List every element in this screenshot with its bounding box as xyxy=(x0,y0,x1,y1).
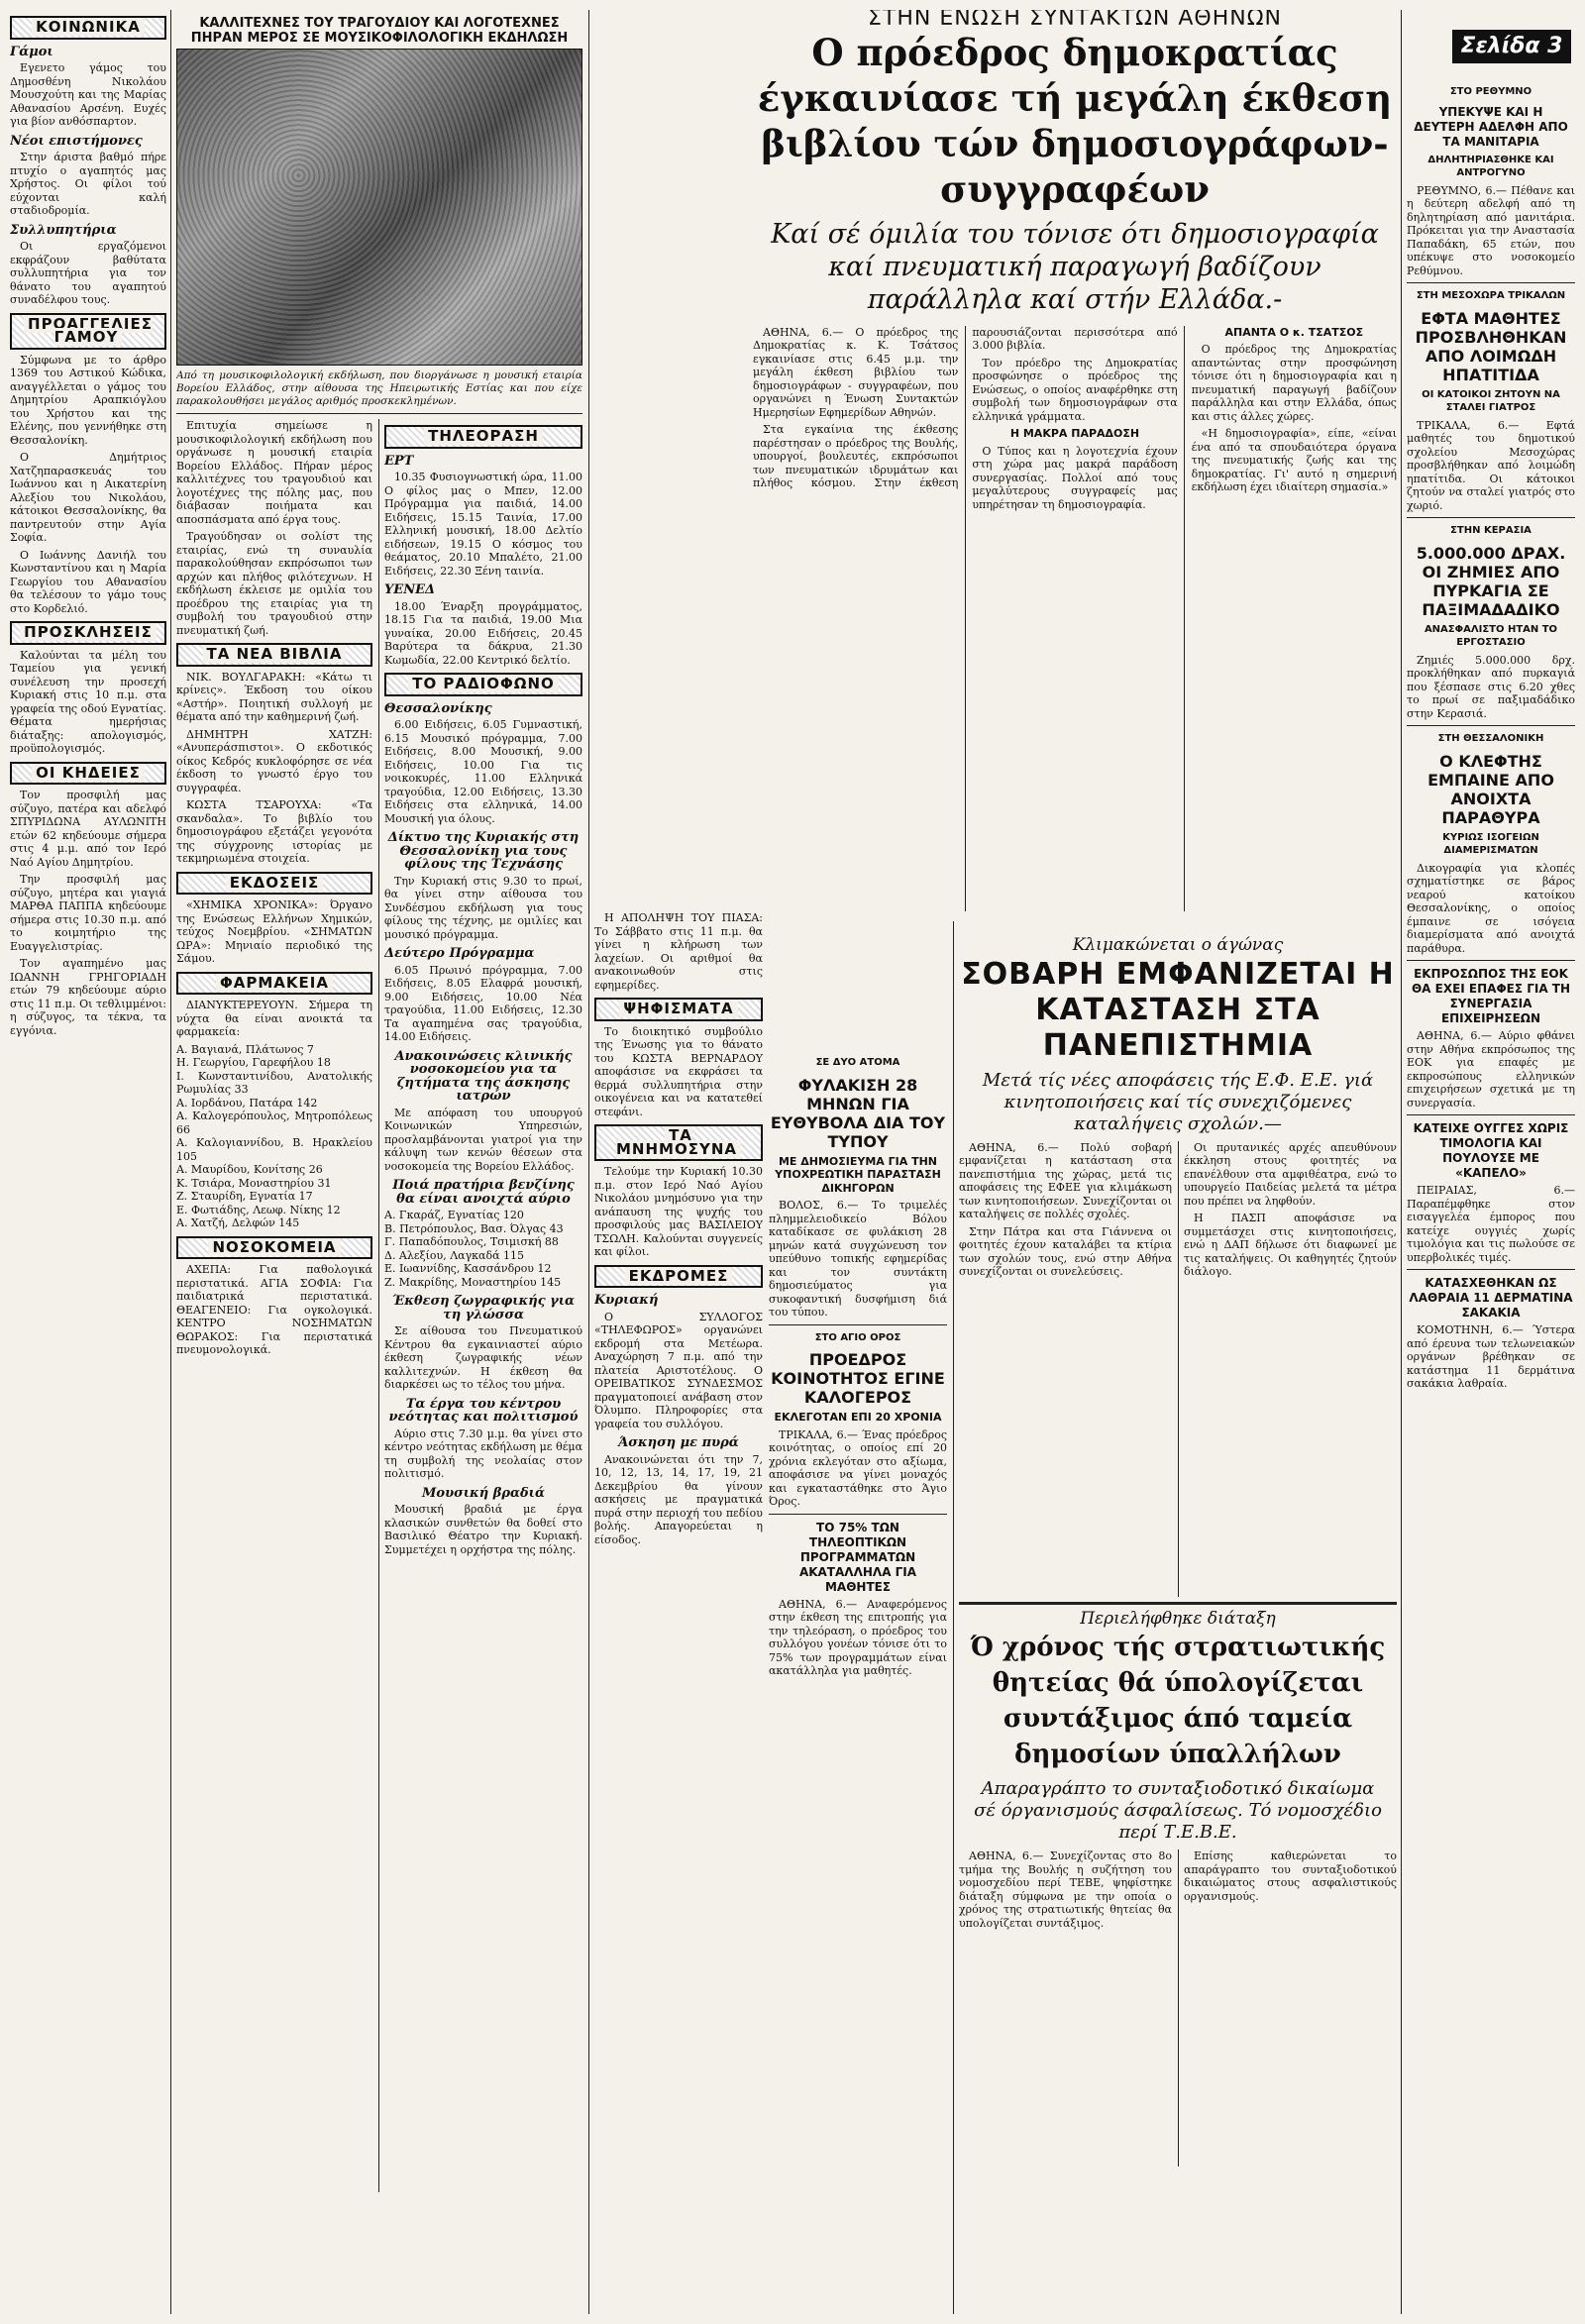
main-text-2: Στα εγκαίνια της έκθεσης παρέστησαν ο πρόεδρος της Βουλής, υπουργοί, βουλευτές, εκπρόσωποι των πνευματικών ιδρυμάτων και πλήθος κόσμου. Στην έκθεση παρουσιάζονται περισσότερα από 3.000 βιβλία. xyxy=(753,325,1178,489)
column-divider xyxy=(588,10,589,2314)
text-trikala: ΤΡΙΚΑΛΑ, 6.— Εφτά μαθητές του δημοτικού σχολείου Μεσοχώρας προσβλήθηκαν από λοιμώδη ηπατίτιδα. Οι κάτοικοι ζητούν να σταλεί γιατρός στο χωριό. xyxy=(1407,418,1575,512)
subhead-yened: ΥΕΝΕΔ xyxy=(384,582,436,597)
pharmacy-entry: Ε. Φωτιάδης, Λεωφ. Νίκης 12 xyxy=(176,1203,341,1216)
text-gamoi: Εγενετο γάμος του Δημοσθένη Νικολάου Μουσχούτη και της Μαρίας Αθανασίου Αρσένη. Ευχές για βίον ανθόσπαρτον. xyxy=(10,61,166,128)
subhead-deutero: Δεύτερο Πρόγραμμα xyxy=(384,946,535,961)
column-divider xyxy=(1401,10,1402,2314)
section-ekdromes-label: ΕΚΔΡΟΜΕΣ xyxy=(625,1267,733,1285)
main-story xyxy=(753,10,1397,911)
kicker-rethymno: ΣΤΟ ΡΕΘΥΜΝΟ xyxy=(1449,86,1532,97)
text-arts-2: Τραγούδησαν οι σολίστ της εταιρίας, ενώ τη συναυλία παρακολούθησαν εκπρόσωποι των αρχών και πλήθος φιλότεχνων. Η εκδήλωση έκλεισε με ομιλία του προέδρου της εταιρίας για τη συμβολή του τραγουδιού στην πνευματική ζωή. xyxy=(176,530,372,637)
divider xyxy=(1407,1269,1575,1270)
text-aktinologoi: Με απόφαση του υπουργού Κοινωνικών Υπηρεσιών, προσλαμβάνονται γιατροί για την κάλυψη των κενών θέσεων στα νοσοκομεία της Βορείου Ελλάδος. xyxy=(384,1106,582,1173)
kicker-kerasia: ΣΤΗΝ ΚΕΡΑΣΙΑ xyxy=(1450,525,1532,536)
text-ekdromes: Ο ΣΥΛΛΟΓΟΣ «ΤΗΛΕΦΩΡΟΣ» οργανώνει εκδρομή στα Μετέωρα. Αναχώρηση 7 π.μ. από την πλατεία Αριστοτέλους. Ο ΟΡΕΙΒΑΤΙΚΟΣ ΣΥΝΔΕΣΜΟΣ πραγματοποιεί ανάβαση στον Όλυμπο. Πληροφορίες στα γραφεία του συλλόγου. xyxy=(594,1310,763,1430)
subhead-fylakisi: ΜΕ ΔΗΜΟΣΙΕΥΜΑ ΓΙΑ ΤΗΝ ΥΠΟΧΡΕΩΤΙΚΗ ΠΑΡΑΣΤΑΣΗ ΔΙΚΗΓΟΡΩΝ xyxy=(775,1154,941,1195)
divider xyxy=(176,413,582,414)
section-proaggelies-label: ΠΡΟΑΓΓΕΛΙΕΣ ΓΑΜΟΥ xyxy=(24,315,153,347)
section-psifismata-label: ΨΗΦΙΣΜΑΤΑ xyxy=(619,1000,737,1017)
headline-rethymno: ΥΠΕΚΥΨΕ ΚΑΙ Η ΔΕΥΤΕΡΗ ΑΔΕΛΦΗ ΑΠΟ ΤΑ ΜΑΝΙΤΑΡΙΑ xyxy=(1414,104,1568,149)
photo-caption: Από τη μουσικοφιλολογική εκδήλωση, που διοργάνωσε η μουσική εταιρία Βορείου Ελλάδος, στην αίθουσα της Ηπειρωτικής Εστίας και που είχε παρακολουθήσει μεγάλος αριθμός προσκεκλημένων. xyxy=(176,370,582,407)
subhead-kiriakh: Κυριακή xyxy=(594,1293,659,1308)
text-dikti: Την Κυριακή στις 9.30 το πρωί, θα γίνει στην αίθουσα του Συνδέσμου εκδήλωση για τους φίλους της τέχνης, με ομιλίες και μουσικό πρόγραμμα. xyxy=(384,874,582,941)
text-kideies-3: Τον αγαπημένο μας ΙΩΑΝΝΗ ΓΡΗΓΟΡΙΑΔΗ ετών 79 κηδεύουμε αύριο στις 11 π.μ. Οι τεθλιμμένοι: η σύζυγος, τα τέκνα, τα εγγόνια. xyxy=(10,957,166,1037)
text-agio-oros: ΤΡΙΚΑΛΑ, 6.— Ένας πρόεδρος κοινότητας, ο οποίος επί 20 χρόνια εκλεγόταν στο αξίωμα, αποφάσισε να γίνει μοναχός και εγκαταστάθηκε στο Άγιο Όρος. xyxy=(769,1427,947,1508)
text-rethymno: ΡΕΘΥΜΝΟ, 6.— Πέθανε και η δεύτερη αδελφή από τη δηλητηρίαση από μανιτάρια. Πρόκειται για την Αναστασία Παπαδάκη, 65 ετών, που υπέκυψε στο νοσοκομείο Ρεθύμνου. xyxy=(1407,183,1575,277)
text-proskliseis: Καλούνται τα μέλη του Ταμείου για γενική συνέλευση την προσεχή Κυριακή στις 10 π.μ. στα γραφεία της οδού Εγνατίας. Θέματα ημερήσιας διάταξης: απολογισμός, προϋπολογισμός. xyxy=(10,648,166,755)
text-peiraias: ΠΕΙΡΑΙΑΣ, 6.— Παραπέμφθηκε στον εισαγγελέα έμπορος που κατείχε ουγγιές χωρίς τιμολόγια και τις πωλούσε σε υπερβολικές τιμές. xyxy=(1407,1184,1575,1264)
text-piasa: Η ΑΠΟΛΗΨΗ ΤΟΥ ΠΙΑΣΑ: Το Σάββατο στις 11 π.μ. θα γίνει η κλήρωση των λαχείων. Οι αριθμοί θα ανακοινωθούν στις εφημερίδες. xyxy=(594,911,763,992)
pharmacy-entry: Α. Ιορδάνου, Πατάρα 142 xyxy=(176,1096,318,1109)
pharmacy-entry: Α. Μαυρίδου, Κονίτσης 26 xyxy=(176,1163,323,1176)
text-askisi: Ανακοινώνεται ότι την 7, 10, 12, 13, 14, 17, 19, 21 Δεκεμβρίου θα γίνουν ασκήσεις με πραγματικά πυρά στην περιοχή του πεδίου βολής. Απαγορεύεται η είσοδος. xyxy=(594,1452,763,1546)
text-nosokomeia: ΑΧΕΠΑ: Για παθολογικά περιστατικά. ΑΓΙΑ ΣΟΦΙΑ: Για παιδιατρικά περιστατικά. ΘΕΑΓΕΝΕΙΟ: Για ογκολογικά. ΚΕΝΤΡΟ ΝΟΣΗΜΑΤΩΝ ΘΩΡΑΚΟΣ: Για περιστατικά πνευμονολογικά. xyxy=(176,1263,372,1356)
subhead-trikala: ΟΙ ΚΑΤΟΙΚΟΙ ΖΗΤΟΥΝ ΝΑ ΣΤΑΛΕΙ ΓΙΑΤΡΟΣ xyxy=(1422,388,1560,413)
text-farmakeia-intro: ΔΙΑΝΥΚΤΕΡΕΥΟΥΝ. Σήμερα τη νύχτα θα είναι ανοικτά τα φαρμακεία: xyxy=(176,999,372,1038)
page-number-badge: Σελίδα 3 xyxy=(1452,30,1571,63)
section-mnimosyna xyxy=(594,1124,763,1161)
pharmacy-entry: Α. Βαγιανά, Πλάτωνος 7 xyxy=(176,1042,314,1056)
station-entry: Β. Πετρόπουλος, Βασ. Όλγας 43 xyxy=(384,1221,564,1235)
arts-subcolumn-left xyxy=(176,419,372,2192)
divider xyxy=(769,1514,947,1515)
military-text-2: Επίσης καθιερώνεται το απαράγραπτο του συνταξιοδοτικού δικαιώματος στους ασφαλιστικούς οργανισμούς. xyxy=(1184,1849,1397,1903)
subhead-pratiria: Ποιά πρατήρια βενζίνης θα είναι ανοιχτά αύριο xyxy=(392,1178,575,1207)
text-radio-1: 6.00 Ειδήσεις, 6.05 Γυμναστική, 6.15 Μουσικό πρόγραμμα, 7.00 Ειδήσεις, 8.00 Μουσική, 9.00 Ειδήσεις, 10.00 Για τις νοικοκυρές, 11.00 Ελληνικά τραγούδια, 12.00 Ειδήσεις, 13.30 Ειδήσεις στα ελληνικά, 14.00 Μουσική για όλους. xyxy=(384,718,582,825)
pharmacy-entry: Η. Γεωργίου, Γαρεφήλου 18 xyxy=(176,1056,331,1069)
section-koinonika-label: ΚΟΙΝΩΝΙΚΑ xyxy=(32,18,145,36)
univ-kicker: Κλιμακώνεται ο άγώνας xyxy=(1072,935,1284,955)
station-entry: Γ. Παπαδόπουλος, Τσιμισκή 88 xyxy=(384,1235,559,1248)
subhead-askisi: Άσκηση με πυρά xyxy=(618,1435,739,1450)
headline-tilepikinonia: ΤΟ 75% ΤΩΝ ΤΗΛΕΟΠΤΙΚΩΝ ΠΡΟΓΡΑΜΜΑΤΩΝ ΑΚΑΤΑΛΛΗΛΑ ΓΙΑ ΜΑΘΗΤΕΣ xyxy=(798,1520,917,1594)
univ-headline: ΣΟΒΑΡΗ ΕΜΦΑΝΙΖΕΤΑΙ Η ΚΑΤΑΣΤΑΣΗ ΣΤΑ ΠΑΝΕΠΙΣΤΗΜΙΑ xyxy=(961,956,1395,1063)
section-mnimosyna-label: ΤΑ ΜΝΗΜΟΣΥΝΑ xyxy=(616,1126,741,1158)
subhead-kentro: Τα έργα του κέντρου νεότητας και πολιτισμού xyxy=(388,1396,579,1425)
section-proskliseis xyxy=(10,621,166,645)
column-divider xyxy=(170,10,171,2314)
text-kideies-1: Τον προσφιλή μας σύζυγο, πατέρα και αδελφό ΣΠΥΡΙΔΩΝΑ ΑΥΛΩΝΙΤΗ ετών 62 κηδεύουμε σήμερα στις 4 μ.μ. από τον Ιερό Ναό Αγίου Δημητρίου. xyxy=(10,789,166,869)
text-proaggelies-3: Ο Ιωάννης Δανιήλ του Κωνσταντίνου και η Μαρία Γεωργίου του Αθανασίου θα τελέσουν το γάμο τους στο Κορδελιό. xyxy=(10,548,166,615)
arts-subcolumn-right xyxy=(384,419,582,2192)
divider xyxy=(769,1324,947,1325)
section-nosokomeia-label: ΝΟΣΟΚΟΜΕΙΑ xyxy=(208,1238,340,1256)
section-farmakeia-label: ΦΑΡΜΑΚΕΙΑ xyxy=(216,974,333,992)
military-headline: Ό χρόνος τής στρατιωτικής θητείας θά ύπολογίζεται συντάξιμος άπό ταμεία δημοσίων ύπαλλήλων xyxy=(970,1633,1386,1769)
text-ekthesi: Σε αίθουσα του Πνευματικού Κέντρου θα εγκαινιαστεί αύριο έκθεση ζωγραφικής νέων καλλιτεχνών. Η έκθεση θα διαρκέσει ως το τέλος του μήνα. xyxy=(384,1324,582,1391)
pharmacy-entry: Ι. Κωνσταντινίδου, Ανατολικής Ρωμυλίας 33 xyxy=(176,1069,372,1096)
text-kerasia: Ζημιές 5.000.000 δρχ. προκλήθηκαν από πυρκαγιά που ξέσπασε στις 6.20 χθες το πρωί σε παξιμαδάδικο στην Κερασιά. xyxy=(1407,653,1575,720)
main-text-4: Ο Τύπος και η λογοτεχνία έχουν στη χώρα μας μακρά παράδοση συνεργασίας. Πολλοί από τους μεγαλύτερους συγγραφείς μας υπηρέτησαν τη δημοσιογραφία. xyxy=(972,444,1178,511)
headline-agio-oros: ΠΡΟΕΔΡΟΣ ΚΟΙΝΟΤΗΤΟΣ ΕΓΙΝΕ ΚΑΛΟΓΕΡΟΣ xyxy=(771,1350,945,1407)
pharmacy-entry: Α. Καλογιαννίδου, Β. Ηρακλείου 105 xyxy=(176,1136,372,1163)
universities-story xyxy=(959,931,1397,2314)
text-eok: ΑΘΗΝΑ, 6.— Αύριο φθάνει στην Αθήνα εκπρόσωπος της ΕΟΚ για επαφές με εκπροσώπους ελληνικών επιχειρήσεων σχετικά με τη συνεργασία. xyxy=(1407,1029,1575,1109)
pharmacy-entry: Α. Καλογερόπουλος, Μητροπόλεως 66 xyxy=(176,1109,372,1136)
text-lathraia: ΚΟΜΟΤΗΝΗ, 6.— Ύστερα από έρευνα των τελωνειακών οργάνων βρέθηκαν σε κατάστημα 11 δερμάτινα σακάκια λαθραία. xyxy=(1407,1323,1575,1390)
text-kideies-2: Την προσφιλή μας σύζυγο, μητέρα και γιαγιά ΜΑΡΘΑ ΠΑΠΠΑ κηδεύουμε σήμερα στις 10.30 π.μ. από το κοιμητήριο της Ευαγγελιστρίας. xyxy=(10,873,166,953)
main-story-body xyxy=(753,326,1397,912)
headline-fylakisi: ΦΥΛΑΚΙΣΗ 28 ΜΗΝΩΝ ΓΙΑ ΕΥΘΥΒΟΛΑ ΔΙΑ ΤΟΥ ΤΥΠΟΥ xyxy=(770,1075,946,1151)
text-proaggelies-1: Σύμφωνα με το άρθρο 1369 του Αστικού Κώδικα, αναγγέλλεται ο γάμος του Δημητρίου Αραπκιόγλου του Χρήστου και της Ελένης, που γεννήθηκε στη Θεσσαλονίκη. xyxy=(10,353,166,447)
subhead-dikti: Δίκτυο της Κυριακής στη Θεσσαλονίκη για τους φίλους της Τεχνάσης xyxy=(387,830,580,872)
text-psifismata: Το διοικητικό συμβούλιο της Ένωσης για το θάνατο του ΚΩΣΤΑ ΒΕΡΝΑΡΔΟΥ αποφάσισε να εκφράσει τα θερμά συλλυπητήρια στην οικογένεια και να κατατεθεί στεφάνι. xyxy=(594,1024,763,1118)
subhead-mousiki: Μουσική βραδιά xyxy=(422,1485,545,1501)
section-tileorasi xyxy=(384,425,582,449)
column-divider xyxy=(378,419,379,2192)
column-misc xyxy=(594,911,763,2314)
section-nosokomeia xyxy=(176,1236,372,1260)
headline-thess: Ο ΚΛΕΦΤΗΣ ΕΜΠΑΙΝΕ ΑΠΟ ΑΝΟΙΧΤΑ ΠΑΡΑΘΥΡΑ xyxy=(1427,751,1554,827)
univ-text-4: Η ΠΑΣΠ αποφάσισε να συμμετάσχει στις κινητοποιήσεις, ενώ η ΔΑΠ δήλωσε ότι διαφωνεί με τις καταλήψεις. Οι καθηγητές ζητούν διάλογο. xyxy=(1184,1212,1397,1278)
headline-eok: ΕΚΠΡΟΣΩΠΟΣ ΤΗΣ ΕΟΚ ΘΑ ΕΧΕΙ ΕΠΑΦΕΣ ΓΙΑ ΤΗ ΣΥΝΕΡΓΑΣΙΑ ΕΠΙΧΕΙΡΗΣΕΩΝ xyxy=(1411,967,1571,1025)
divider xyxy=(1407,517,1575,518)
pharmacy-entry: Α. Χατζή, Δελφών 145 xyxy=(176,1216,300,1229)
text-mousiki: Μουσική βραδιά με έργα κλασικών συνθετών θα δοθεί στο Βασιλικό Θέατρο την Κυριακή. Συμμετέχει η ορχήστρα της πόλης. xyxy=(384,1503,582,1556)
main-text-5: Ο πρόεδρος της Δημοκρατίας απαντώντας στην προσφώνηση τόνισε ότι η δημοσιογραφία και η πνευματική παραγωγή βαδίζουν παράλληλα και στην Ελλάδα, όπως και στις άλλες χώρες. xyxy=(1191,343,1397,423)
text-sullupitiria: Οι εργαζόμενοι εκφράζουν βαθύτατα συλλυπητήρια για τον θάνατο του αγαπητού συναδέλφου τους. xyxy=(10,240,166,306)
text-tilepikinonia: ΑΘΗΝΑ, 6.— Αναφερόμενος στην έκθεση της επιτροπής για την τηλεόραση, ο πρόεδρος του συλλόγου γονέων τόνισε ότι το 75% των προγραμμάτων είναι ακατάλληλα για μαθητές. xyxy=(769,1597,947,1677)
kicker-thess: ΣΤΗ ΘΕΣΣΑΛΟΝΙΚΗ xyxy=(1437,733,1544,744)
subhead-ekthesi: Έκθεση ζωγραφικής για τη γλώσσα xyxy=(391,1294,576,1322)
section-ekdoseis-label: ΕΚΔΟΣΕΙΣ xyxy=(226,874,324,892)
section-radiofono xyxy=(384,673,582,696)
headline-peiraias: ΚΑΤΕΙΧΕ ΟΥΓΓΕΣ ΧΩΡΙΣ ΤΙΜΟΛΟΓΙΑ ΚΑΙ ΠΟΥΛΟΥΣΕ ΜΕ «ΚΑΠΕΛΟ» xyxy=(1413,1121,1569,1180)
pharmacy-entry: Ζ. Σταυρίδη, Εγνατία 17 xyxy=(176,1190,313,1203)
subhead-sullupitiria: Συλλυπητήρια xyxy=(10,222,117,238)
subhead-ert: ΕΡΤ xyxy=(384,453,414,469)
section-proskliseis-label: ΠΡΟΣΚΛΗΣΕΙΣ xyxy=(20,623,157,641)
text-deutero: 6.05 Πρωινό πρόγραμμα, 7.00 Ειδήσεις, 8.05 Ελαφρά μουσική, 9.00 Ειδήσεις, 10.00 Νέα τραγούδια, 11.00 Ειδήσεις, 12.30 Τα αγαπημένα σας τραγούδια, 14.00 Ειδήσεις. xyxy=(384,963,582,1043)
section-ekdoseis xyxy=(176,872,372,896)
section-kideies-label: ΟΙ ΚΗΔΕΙΕΣ xyxy=(32,764,145,782)
main-subhead-tsatsos: ΑΠΑΝΤΑ Ο κ. ΤΣΑΤΣΟΣ xyxy=(1224,325,1364,339)
text-mnimosyna: Τελούμε την Κυριακή 10.30 π.μ. στον Ιερό Ναό Αγίου Νικολάου μνημόσυνο για την ανάπαυση της ψυχής του προσφιλούς μας ΒΑΣΙΛΕΙΟΥ ΤΣΩΛΗ. Καλούνται συγγενείς και φίλοι. xyxy=(594,1165,763,1258)
event-photo xyxy=(176,49,582,366)
main-kicker: ΣΤΗΝ ΕΝΩΣΗ ΣΥΝΤΑΚΤΩΝ ΑΘΗΝΩΝ xyxy=(868,10,1282,31)
section-farmakeia xyxy=(176,972,372,996)
subhead-kerasia: ΑΝΑΣΦΑΛΙΣΤΟ ΗΤΑΝ ΤΟ ΕΡΓΟΣΤΑΣΙΟ xyxy=(1424,623,1558,648)
section-psifismata xyxy=(594,998,763,1021)
divider xyxy=(959,1602,1397,1605)
text-thess: Δικογραφία για κλοπές σχηματίστηκε σε βάρος νεαρού κατοίκου Θεσσαλονίκης, ο οποίος έμπαινε σε ισόγεια διαμερίσματα από ανοιχτά παράθυρα. xyxy=(1407,861,1575,955)
headline-lathraia: ΚΑΤΑΣΧΕΘΗΚΑΝ ΩΣ ΛΑΘΡΑΙΑ 11 ΔΕΡΜΑΤΙΝΑ ΣΑΚΑΚΙΑ xyxy=(1409,1276,1573,1320)
univ-body xyxy=(959,1141,1397,1597)
text-ert: 10.35 Φυσιογνωστική ώρα, 11.00 Ο φίλος μας ο Μπεν, 12.00 Πρόγραμμα για παιδιά, 14.00 Ειδήσεις, 15.15 Ταινία, 17.00 Ελληνική μουσική, 18.00 Δελτίο ειδήσεων, 19.15 Ο κόσμος του θεάματος, 20.10 Μπαλέτο, 21.00 Ειδήσεις, 22.30 Ξένη ταινία. xyxy=(384,471,582,578)
subhead-thessaloniki: Θεσσαλονίκης xyxy=(384,700,492,716)
subhead-thess: ΚΥΡΙΩΣ ΙΣΟΓΕΙΩΝ ΔΙΑΜΕΡΙΣΜΑΤΩΝ xyxy=(1442,831,1539,856)
text-proaggelies-2: Ο Δημήτριος Χατζηπαρασκευάς του Ιωάννου και η Αικατερίνη Αλεξίου του Νικολάου, κάτοικοι Θεσσαλονίκης, θα παντρευτούν στην Αγία Σοφία. xyxy=(10,451,166,544)
section-nea-vivlia-label: ΤΑ ΝΕΑ ΒΙΒΛΙΑ xyxy=(203,645,347,663)
univ-text-2: Στην Πάτρα και στα Γιάννενα οι φοιτητές έχουν καταλάβει τα κτίρια των σχολών τους, ενώ στην Αθήνα συνεχίζονται οι συνελεύσεις. xyxy=(959,1224,1172,1278)
univ-text-1: ΑΘΗΝΑ, 6.— Πολύ σοβαρή εμφανίζεται η κατάσταση στα πανεπιστήμια της χώρας, μετά τις αποφάσεις της ΕΦΕΕ για κλιμάκωση των κινητοποιήσεων. Συνεχίζονται οι καταλήψεις σε πολλές σχολές. xyxy=(959,1140,1172,1220)
column-arts xyxy=(176,10,582,2314)
main-headline: Ο πρόεδρος δημοκρατίας έγκαινίασε τή μεγάλη έκθεση βιβλίου τών δημοσιογράφων-συγγραφέων xyxy=(757,30,1393,211)
univ-text-3: Οι πρυτανικές αρχές απευθύνουν έκκληση στους φοιτητές να επανέλθουν στα αμφιθέατρα, ενώ το υπουργείο Παιδείας μελετά τα μέτρα που πρέπει να ληφθούν. xyxy=(1184,1140,1397,1208)
divider xyxy=(1407,725,1575,726)
subhead-agio-oros: ΕΚΛΕΓΟΤΑΝ ΕΠΙ 20 ΧΡΟΝΙΑ xyxy=(774,1411,942,1424)
section-proaggelies xyxy=(10,313,166,350)
station-entry: Α. Γκαράζ, Εγνατίας 120 xyxy=(384,1209,524,1221)
section-kideies xyxy=(10,762,166,786)
section-radiofono-label: ΤΟ ΡΑΔΙΟΦΩΝΟ xyxy=(408,675,559,692)
divider xyxy=(1407,960,1575,961)
main-text-1: ΑΘΗΝΑ, 6.— Ο πρόεδρος της Δημοκρατίας κ. Κ. Τσάτσος εγκαινίασε στις 6.45 μ.μ. την μεγάλη έκθεση βιβλίου των δημοσιογράφων - συγγραφέων, που οργανώνει η Ένωση Συντακτών Ημερησίων Εφημερίδων Αθηνών. xyxy=(753,325,959,419)
section-nea-vivlia xyxy=(176,643,372,667)
text-kentro: Αύριο στις 7.30 μ.μ. θα γίνει στο κέντρο νεότητας εκδήλωση με θέμα τη συμβολή της νεολαίας στον πολιτισμό. xyxy=(384,1426,582,1480)
subhead-rethymno: ΔΗΛΗΤΗΡΙΑΣΘΗΚΕ ΚΑΙ ΑΝΤΡΟΓΥΝΟ xyxy=(1427,154,1554,178)
subhead-aktinologoi: Ανακοινώσεις κλινικής νοσοκομείου για τα ζητήματα της άσκησης ιατρών xyxy=(394,1048,573,1104)
column-briefs xyxy=(769,1050,947,2314)
pharmacy-entry: Κ. Τσιάρα, Μοναστηρίου 31 xyxy=(176,1176,332,1190)
subhead-gamoi: Γάμοι xyxy=(10,44,53,59)
section-tileorasi-label: ΤΗΛΕΟΡΑΣΗ xyxy=(424,427,543,445)
main-subhead: Καί σέ όμιλία του τόνισε ότι δημοσιογραφία καί πνευματική παραγωγή βαδίζουν παράλληλα καί στήν Ελλάδα.- xyxy=(771,218,1379,315)
divider xyxy=(1407,282,1575,283)
kicker-trikala: ΣΤΗ ΜΕΣΟΧΩΡΑ ΤΡΙΚΑΛΩΝ xyxy=(1416,290,1566,301)
subhead-episthmones: Νέοι επιστήμονες xyxy=(10,133,143,149)
military-text-1: ΑΘΗΝΑ, 6.— Συνεχίζοντας στο 8ο τμήμα της Βουλής η συζήτηση του νομοσχεδίου περί ΤΕΒΕ, ψηφίστηκε διάταξη σύμφωνα με την οποία ο χρόνος της στρατιωτικής θητείας θα υπολογίζεται συντάξιμος. xyxy=(959,1849,1172,1930)
divider xyxy=(1407,1114,1575,1115)
text-fylakisi: ΒΟΛΟΣ, 6.— Το τριμελές πλημμελειοδικείο Βόλου καταδίκασε σε φυλάκιση 28 μηνών κατά συγχώνευση τον υπεύθυνο τοπικής εφημερίδας και τον συντάκτη δημοσιεύματος για συκοφαντική δυσφήμιση διά του τύπου. xyxy=(769,1199,947,1319)
text-episthmones: Στην άριστα βαθμό πήρε πτυχίο ο αγαπητός μας Χρήστος. Οι φίλοι τού εύχονται καλή σταδιοδρομία. xyxy=(10,151,166,217)
univ-deck: Μετά τίς νέες αποφάσεις τής Ε.Φ. Ε.Ε. γιά κινητοποιήσεις καί τίς συνεχιζόμενες καταλήψεις σχολών.— xyxy=(982,1069,1374,1134)
military-kicker: Περιελήφθηκε διάταξη xyxy=(1080,1608,1276,1629)
headline-kerasia: 5.000.000 ΔΡΑΧ. ΟΙ ΖΗΜΙΕΣ ΑΠΟ ΠΥΡΚΑΓΙΑ ΣΕ ΠΑΞΙΜΑΔΑΔΙΚΟ xyxy=(1416,543,1566,619)
text-vivlia-2: ΔΗΜΗΤΡΗ ΧΑΤΖΗ: «Ανυπεράσπιστοι». Ο εκδοτικός οίκος Κεδρός κυκλοφόρησε σε νέα έκδοση το γνωστό έργο του συγγραφέα. xyxy=(176,727,372,794)
main-text-3: Τον πρόεδρο της Δημοκρατίας προσφώνησε ο πρόεδρος της Ενώσεως, ο οποίος αναφέρθηκε στη συμβολή των δημοσιογράφων στα ελληνικά γράμματα. xyxy=(972,356,1178,423)
text-yened: 18.00 Έναρξη προγράμματος, 18.15 Για τα παιδιά, 19.00 Μια γυναίκα, 20.00 Ειδήσεις, 20.45 Βαρύτερα τα δάκρυα, 21.30 Κωμωδία, 22.00 Κεντρικό δελτίο. xyxy=(384,599,582,667)
kicker-agio-oros: ΣΤΟ ΑΓΙΟ ΟΡΟΣ xyxy=(814,1331,901,1343)
text-vivlia-3: ΚΩΣΤΑ ΤΣΑΡΟΥΧΑ: «Τα σκανδαλα». Το βιβλίο του δημοσιογράφου εξετάζει γεγονότα της σύγχρονης ιστορίας με τεκμηριωμένα στοιχεία. xyxy=(176,798,372,865)
column-social xyxy=(10,10,166,2314)
section-ekdromes xyxy=(594,1265,763,1289)
headline-musical-event: ΚΑΛΛΙΤΕΧΝΕΣ ΤΟΥ ΤΡΑΓΟΥΔΙΟΥ ΚΑΙ ΛΟΓΟΤΕΧΝΕΣ ΠΗΡΑΝ ΜΕΡΟΣ ΣΕ ΜΟΥΣΙΚΟΦΙΛΟΛΟΓΙΚΗ ΕΚΔΗΛΩΣΗ xyxy=(190,16,569,46)
column-divider xyxy=(953,921,954,2314)
headline-trikala: ΕΦΤΑ ΜΑΘΗΤΕΣ ΠΡΟΣΒΛΗΘΗΚΑΝ ΑΠΟ ΛΟΙΜΩΔΗ ΗΠΑΤΙΤΙΔΑ xyxy=(1415,308,1567,384)
main-subhead-parathesi: Η ΜΑΚΡΑ ΠΑΡΑΔΟΣΗ xyxy=(1009,427,1140,440)
section-koinonika xyxy=(10,16,166,40)
main-text-6: «Η δημοσιογραφία», είπε, «είναι ένα από τα σπουδαιότερα όργανα της πνευματικής ζωής και της δημοκρατίας. Γι' αυτό η σημερινή εκδήλωση έχει ιδιαίτερη σημασία.» xyxy=(1191,427,1397,493)
station-entry: Δ. Αλεξίου, Λαγκαδά 115 xyxy=(384,1248,525,1262)
station-entry: Ζ. Μακρίδης, Μοναστηρίου 145 xyxy=(384,1275,562,1289)
text-ekdoseis: «ΧΗΜΙΚΑ ΧΡΟΝΙΚΑ»: Όργανο της Ενώσεως Ελλήνων Χημικών, τεύχος Νοεμβρίου. «ΣΗΜΑΤΩΝ ΩΡΑ»: Μηνιαίο περιοδικό της Σάμου. xyxy=(176,898,372,965)
military-deck: Απαραγράπτο το συνταξιοδοτικό δικαίωμα σέ όργανισμούς άσφαλίσεως. Τό νομοσχέδιο περί Τ.Ε.Β.Ε. xyxy=(974,1778,1382,1843)
column-regional xyxy=(1407,79,1575,2314)
text-vivlia-1: ΝΙΚ. ΒΟΥΛΓΑΡΑΚΗ: «Κάτω τι κρίνεις». Έκδοση του οίκου «Αστήρ». Ποιητική συλλογή με θέματα από την καθημερινή ζωή. xyxy=(176,670,372,723)
kicker-2atoma: ΣΕ ΔΥΟ ΑΤΟΜΑ xyxy=(815,1057,900,1068)
station-entry: Ε. Ιωαννίδης, Κασσάνδρου 12 xyxy=(384,1262,552,1275)
military-body xyxy=(959,1849,1397,2166)
text-arts-1: Επιτυχία σημείωσε η μουσικοφιλολογική εκδήλωση που οργάνωσε η μουσική εταιρία Βορείου Ελλάδος. Πήραν μέρος καλλιτέχνες του τραγουδιού και λογοτέχνες της πόλης μας, που διάβασαν ποιήματα και αποσπάσματα από έργα τους. xyxy=(176,419,372,526)
